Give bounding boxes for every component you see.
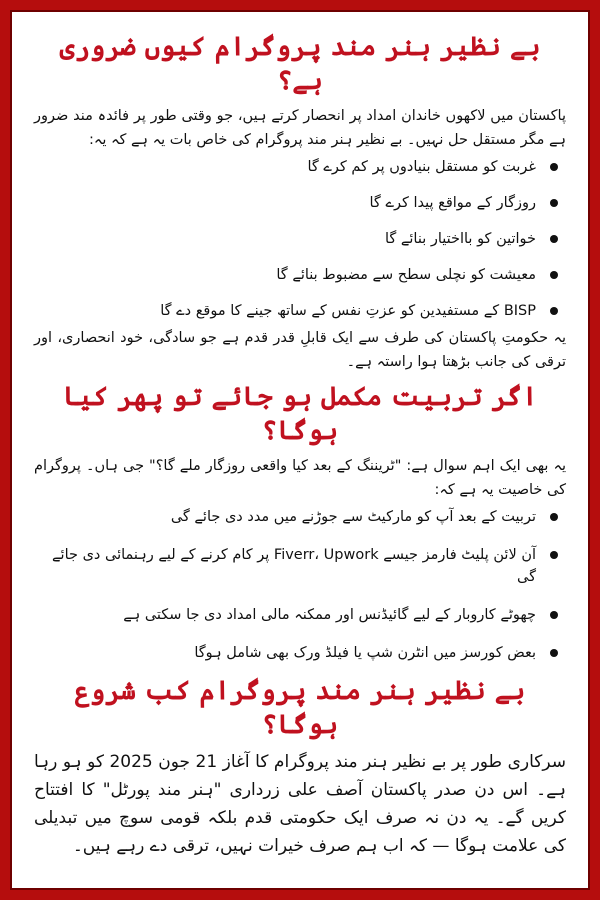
list-item-text: بعض کورسز میں انٹرن شپ یا فیلڈ ورک بھی شامل ہوگا bbox=[194, 645, 536, 661]
list-item bbox=[34, 228, 536, 250]
heading-why-important: بے نظیر ہنر مند پروگرام کیوں ضروری ہے؟ bbox=[59, 32, 541, 96]
section-why-important bbox=[34, 30, 566, 374]
list-item bbox=[34, 264, 536, 286]
list-item bbox=[34, 544, 536, 588]
section-after-training bbox=[34, 380, 566, 664]
bullet-icon bbox=[550, 199, 558, 207]
bullet-icon bbox=[550, 551, 558, 559]
bullet-icon bbox=[550, 271, 558, 279]
paragraph-body: سرکاری طور پر بے نظیر ہنر مند پروگرام کا آغاز 21 جون 2025 کو ہو رہا ہے۔ اس دن صدر پاکستان آصف علی زرداری "ہنر مند پورٹل" کا افتتاح کریں گے۔ یہ دن نہ صرف ایک حکومتی قدم بلکہ قومی سوچ میں تبدیلی کی علامت ہوگا — کہ اب ہم صرف خیرات نہیں، ترقی دے رہے ہیں۔ bbox=[34, 752, 566, 856]
list-item bbox=[34, 156, 536, 178]
bullet-icon bbox=[550, 235, 558, 243]
bullet-icon bbox=[550, 611, 558, 619]
heading-start-date: بے نظیر ہنر مند پروگرام کب شروع ہوگا؟ bbox=[74, 676, 526, 740]
bullet-icon bbox=[550, 307, 558, 315]
list-item bbox=[34, 642, 536, 664]
section-start-date bbox=[34, 674, 566, 860]
bullet-icon bbox=[550, 649, 558, 657]
list-item bbox=[34, 506, 536, 528]
benefits-list bbox=[34, 156, 566, 322]
list-item-text: غربت کو مستقل بنیادوں پر کم کرے گا bbox=[307, 159, 536, 175]
list-item-text: BISP کے مستفیدین کو عزتِ نفس کے ساتھ جینے کا موقع دے گا bbox=[160, 303, 536, 319]
bullet-icon bbox=[550, 513, 558, 521]
training-benefits-list bbox=[34, 506, 566, 664]
list-item bbox=[34, 192, 536, 214]
list-item-text: خواتین کو بااختیار بنائے گا bbox=[384, 231, 536, 247]
paragraph-outro: یہ حکومتِ پاکستان کی طرف سے ایک قابلِ قدر قدم ہے جو سادگی، خود انحصاری، اور ترقی کی جانب بڑھتا ہوا راستہ ہے۔ bbox=[34, 330, 566, 370]
paragraph-intro: یہ بھی ایک اہم سوال ہے: "ٹریننگ کے بعد کیا واقعی روزگار ملے گا؟" جی ہاں۔ پروگرام کی خاصیت یہ ہے کہ: bbox=[34, 458, 566, 498]
list-item bbox=[34, 300, 536, 322]
list-item bbox=[34, 604, 536, 626]
heading-after-training: اگر تربیت مکمل ہو جائے تو پھر کیا ہوگا؟ bbox=[62, 382, 538, 446]
article-panel bbox=[10, 10, 590, 890]
list-item-text: چھوٹے کاروبار کے لیے گائیڈنس اور ممکنہ مالی امداد دی جا سکتی ہے bbox=[123, 607, 536, 623]
list-item-text: تربیت کے بعد آپ کو مارکیٹ سے جوڑنے میں مدد دی جائے گی bbox=[170, 509, 536, 525]
list-item-text: معیشت کو نچلی سطح سے مضبوط بنائے گا bbox=[276, 267, 536, 283]
list-item-text: آن لائن پلیٹ فارمز جیسے Fiverr، Upwork پر کام کرنے کے لیے رہنمائی دی جائے گی bbox=[52, 547, 536, 585]
list-item-text: روزگار کے مواقع پیدا کرے گا bbox=[369, 195, 536, 211]
bullet-icon bbox=[550, 163, 558, 171]
paragraph-intro: پاکستان میں لاکھوں خاندان امداد پر انحصار کرتے ہیں، جو وقتی طور پر فائدہ مند ضرور ہے مگر مستقل حل نہیں۔ بے نظیر ہنر مند پروگرام کی خاص بات یہ ہے کہ یہ: bbox=[34, 108, 566, 148]
